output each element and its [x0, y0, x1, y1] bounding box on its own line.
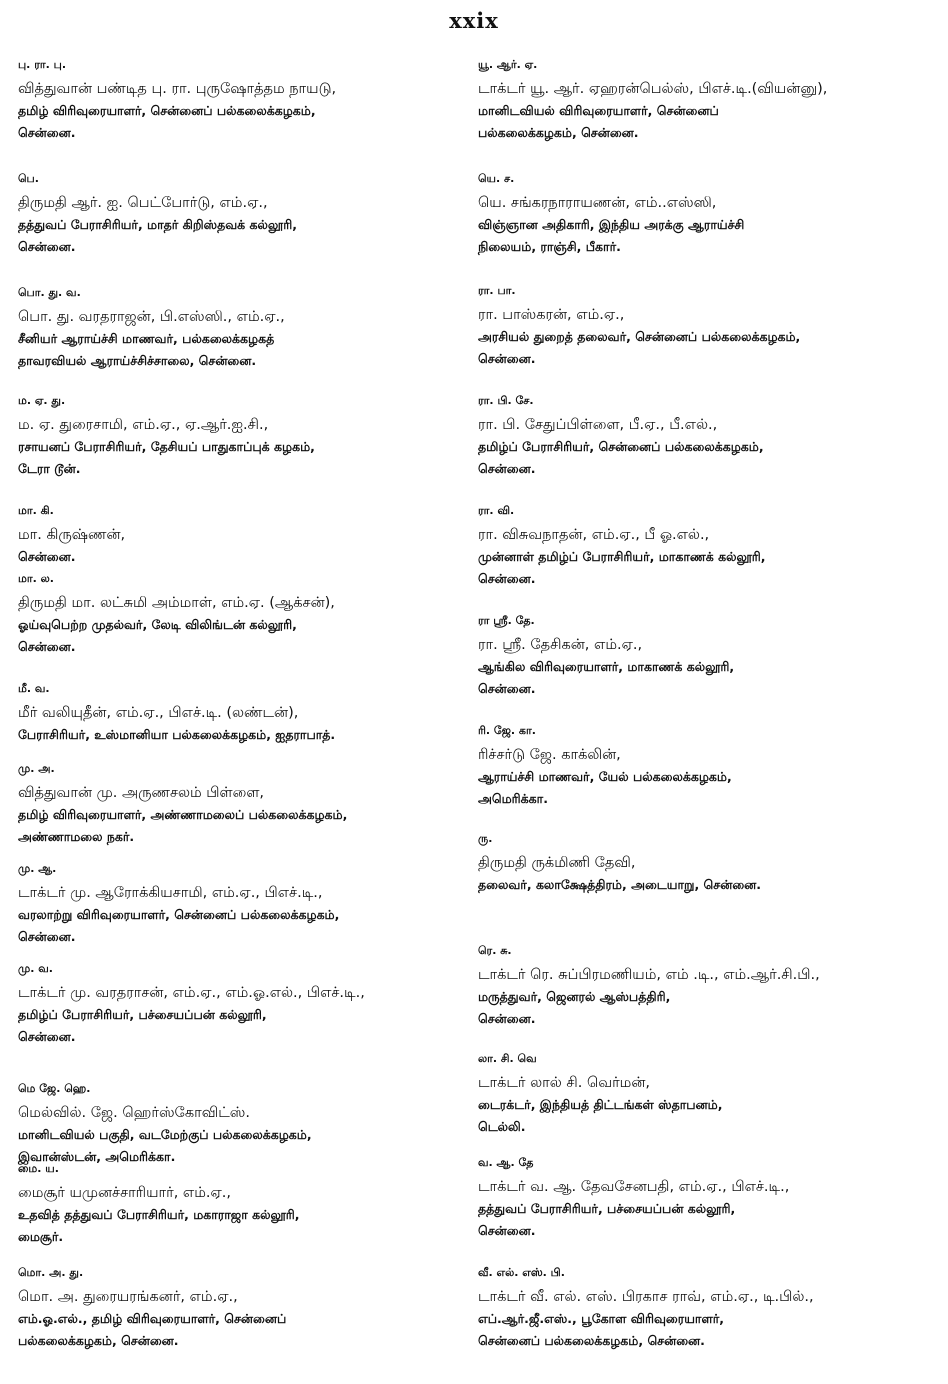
contributor-abbreviation: ம. ஏ. து. — [18, 394, 66, 407]
contributor-detail-line: எம்.ஓ.எல்., தமிழ் விரிவுரையாளர், சென்னைப் — [18, 1311, 287, 1326]
contributor-entry — [478, 1156, 938, 1242]
contributor-name: டாக்டர் லால் சி. வெர்மன், — [478, 1075, 651, 1091]
contributor-entry — [478, 58, 938, 144]
contributor-abbreviation: ரு. — [478, 832, 493, 845]
contributor-detail-line: தமிழ் விரிவுரையாளர், சென்னைப் பல்கலைக்கழகம், — [18, 103, 316, 118]
contributor-detail-line: சென்னை. — [18, 639, 76, 654]
contributor-abbreviation: யூ. ஆர். ஏ. — [478, 58, 538, 71]
contributor-detail-line: தத்துவப் பேராசிரியர், பச்சையப்பன் கல்லூரி, — [478, 1201, 736, 1216]
contributor-abbreviation: மு. அ. — [18, 762, 55, 775]
contributor-abbreviation: லா. சி. வெ — [478, 1052, 537, 1065]
contributor-entry — [478, 832, 938, 896]
contributor-detail-line: பல்கலைக்கழகம், சென்னை. — [18, 1333, 179, 1348]
contributor-detail-line: பேராசிரியர், உஸ்மானியா பல்கலைக்கழகம், ஐதராபாத். — [18, 727, 336, 742]
contributor-detail-line: ஓய்வுபெற்ற முதல்வர், லேடி விலிங்டன் கல்லூரி, — [18, 617, 297, 632]
contributor-detail-line: பல்கலைக்கழகம், சென்னை. — [478, 125, 639, 140]
contributor-entry — [478, 1052, 938, 1138]
contributor-entry — [18, 286, 468, 372]
contributor-name: டாக்டர் மு. வரதராசன், எம்.ஏ., எம்.ஓ.எல்., பிஎச்.டி., — [18, 985, 365, 1001]
contributor-name: டாக்டர் வீ. எல். எஸ். பிரகாச ராவ், எம்.ஏ., டி.பில்., — [478, 1289, 814, 1305]
contributor-abbreviation: மா. கி. — [18, 504, 54, 517]
contributor-detail-line: அரசியல் துறைத் தலைவர், சென்னைப் பல்கலைக்கழகம், — [478, 329, 801, 344]
contributor-detail-line: தத்துவப் பேராசிரியர், மாதர் கிறிஸ்தவக் கல்லூரி, — [18, 217, 297, 232]
contributor-detail-line: சென்னை. — [478, 1011, 536, 1026]
contributor-detail-line: சென்னை. — [478, 1223, 536, 1238]
contributor-entry — [18, 862, 468, 948]
contributor-detail-line: விஞ்ஞான அதிகாரி, இந்திய அரக்கு ஆராய்ச்சி — [478, 217, 745, 232]
contributor-entry — [18, 682, 468, 746]
contributor-entry — [18, 1162, 468, 1248]
contributor-entry — [18, 572, 468, 658]
contributor-name: ரா. பாஸ்கரன், எம்.ஏ., — [478, 307, 625, 323]
contributor-detail-line: சென்னை. — [18, 929, 76, 944]
contributor-name: ம. ஏ. துரைசாமி, எம்.ஏ., ஏ.ஆர்.ஐ.சி., — [18, 417, 269, 433]
contributor-detail-line: வரலாற்று விரிவுரையாளர், சென்னைப் பல்கலைக்கழகம், — [18, 907, 340, 922]
contributor-abbreviation: வீ. எல். எஸ். பி. — [478, 1266, 565, 1279]
contributor-abbreviation: ரெ. சு. — [478, 944, 512, 957]
contributor-detail-line: மானிடவியல் பகுதி, வடமேற்குப் பல்கலைக்கழகம், — [18, 1127, 312, 1142]
contributor-name: பொ. து. வரதராஜன், பி.எஸ்ஸி., எம்.ஏ., — [18, 309, 285, 325]
contributor-abbreviation: மு. வ. — [18, 962, 53, 975]
contributor-name: மெல்வில். ஜே. ஹெர்ஸ்கோவிட்ஸ். — [18, 1105, 250, 1121]
contributor-detail-line: தமிழ்ப் பேராசிரியர், பச்சையப்பன் கல்லூரி, — [18, 1007, 267, 1022]
contributor-abbreviation: மீ. வ. — [18, 682, 50, 695]
contributor-name: ரா. ஸ்ரீ. தேசிகன், எம்.ஏ., — [478, 637, 643, 653]
contributor-entry — [478, 284, 938, 370]
contributor-entry — [18, 1266, 468, 1352]
contributor-entry — [478, 724, 938, 810]
contributor-entry — [478, 172, 938, 258]
contributor-abbreviation: மா. ல. — [18, 572, 54, 585]
contributor-detail-line: மைசூர். — [18, 1229, 64, 1244]
contributor-abbreviation: ரா ஸ்ரீ. தே. — [478, 614, 535, 627]
contributor-detail-line: தமிழ் விரிவுரையாளர், அண்ணாமலைப் பல்கலைக்கழகம், — [18, 807, 348, 822]
contributor-entry — [18, 762, 468, 848]
contributor-name: டாக்டர் யூ. ஆர். ஏஹரன்பெல்ஸ், பிஎச்.டி.(வியன்னு), — [478, 81, 828, 97]
contributor-name: மைசூர் யமுனச்சாரியார், எம்.ஏ., — [18, 1185, 232, 1201]
contributor-name: வித்துவான் பண்டித பு. ரா. புருஷோத்தம நாயடு, — [18, 81, 337, 97]
contributor-abbreviation: வ. ஆ. தே — [478, 1156, 534, 1169]
contributor-abbreviation: ரா. வி. — [478, 504, 515, 517]
contributor-detail-line: டெல்லி. — [478, 1119, 526, 1134]
contributor-abbreviation: ரா. பி. சே. — [478, 394, 534, 407]
contributor-detail-line: சீனியர் ஆராய்ச்சி மாணவர், பல்கலைக்கழகத் — [18, 331, 275, 346]
contributor-detail-line: ரசாயனப் பேராசிரியர், தேசியப் பாதுகாப்புக் கழகம், — [18, 439, 315, 454]
contributor-name: டாக்டர் ரெ. சுப்பிரமணியம், எம் .டி., எம்.ஆர்.சி.பி., — [478, 967, 820, 983]
contributor-name: திருமதி ஆர். ஐ. பெட்போர்டு, எம்.ஏ., — [18, 195, 268, 211]
contributor-detail-line: சென்னை. — [478, 571, 536, 586]
contributor-abbreviation: பெ. — [18, 172, 39, 185]
contributor-detail-line: மானிடவியல் விரிவுரையாளர், சென்னைப் — [478, 103, 719, 118]
contributor-detail-line: சென்னை. — [18, 549, 76, 564]
contributor-entry — [18, 172, 468, 258]
contributor-entry — [478, 614, 938, 700]
contributor-detail-line: சென்னை. — [18, 1029, 76, 1044]
contributor-entry — [18, 58, 468, 144]
contributor-detail-line: சென்னை. — [478, 351, 536, 366]
contributor-entry — [478, 944, 938, 1030]
contributor-name: ரா. பி. சேதுப்பிள்ளை, பீ.ஏ., பீ.எல்., — [478, 417, 718, 433]
contributor-detail-line: முன்னாள் தமிழ்ப் பேராசிரியர், மாகாணக் கல்லூரி, — [478, 549, 766, 564]
contributor-name: மொ. அ. துரையரங்கனர், எம்.ஏ., — [18, 1289, 238, 1305]
contributor-abbreviation: மை. ய. — [18, 1162, 59, 1175]
contributor-abbreviation: பு. ரா. பு. — [18, 58, 66, 71]
contributor-detail-line: தாவரவியல் ஆராய்ச்சிச்சாலை, சென்னை. — [18, 353, 257, 368]
contributor-detail-line: நிலையம், ராஞ்சி, பீகார். — [478, 239, 621, 254]
contributor-abbreviation: ரா. பா. — [478, 284, 516, 297]
contributor-name: ரா. விசுவநாதன், எம்.ஏ., பீ ஓ.எல்., — [478, 527, 710, 543]
contributor-name: வித்துவான் மு. அருணசலம் பிள்ளை, — [18, 785, 265, 801]
contributor-detail-line: ஆராய்ச்சி மாணவர், யேல் பல்கலைக்கழகம், — [478, 769, 732, 784]
contributor-name: திருமதி மா. லட்சுமி அம்மாள், எம்.ஏ. (ஆக்சன்), — [18, 595, 335, 611]
contributor-detail-line: டேரா டூன். — [18, 461, 81, 476]
contributor-name: மா. கிருஷ்ணன், — [18, 527, 126, 543]
page-number: xxix — [449, 8, 499, 33]
contributor-detail-line: சென்னைப் பல்கலைக்கழகம், சென்னை. — [478, 1333, 705, 1348]
contributor-name: டாக்டர் மு. ஆரோக்கியசாமி, எம்.ஏ., பிஎச்.டி., — [18, 885, 323, 901]
contributor-abbreviation: மு. ஆ. — [18, 862, 57, 875]
contributor-entry — [478, 394, 938, 480]
contributor-name: டாக்டர் வ. ஆ. தேவசேனபதி, எம்.ஏ., பிஎச்.டி., — [478, 1179, 790, 1195]
contributor-entry — [18, 394, 468, 480]
contributor-abbreviation: மொ. அ. து. — [18, 1266, 84, 1279]
contributor-abbreviation: மெ ஜே. ஹெ. — [18, 1082, 91, 1095]
contributor-name: ரிச்சர்டு ஜே. காக்லின், — [478, 747, 621, 763]
contributor-detail-line: சென்னை. — [18, 125, 76, 140]
contributor-entry — [478, 504, 938, 590]
contributor-name: திருமதி ருக்மிணி தேவி, — [478, 855, 636, 871]
contributor-detail-line: சென்னை. — [478, 681, 536, 696]
contributor-detail-line: மருத்துவர், ஜெனரல் ஆஸ்பத்திரி, — [478, 989, 671, 1004]
contributor-abbreviation: ரி. ஜே. கா. — [478, 724, 536, 737]
contributor-detail-line: தலைவர், கலாக்ஷேத்திரம், அடையாறு, சென்னை. — [478, 877, 762, 892]
contributor-abbreviation: பொ. து. வ. — [18, 286, 81, 299]
contributor-detail-line: அண்ணாமலை நகர். — [18, 829, 135, 844]
contributor-abbreviation: யெ. ச. — [478, 172, 515, 185]
contributor-detail-line: அமெரிக்கா. — [478, 791, 548, 806]
contributor-entry — [18, 504, 468, 568]
contributor-detail-line: உதவித் தத்துவப் பேராசிரியர், மகாராஜா கல்லூரி, — [18, 1207, 300, 1222]
contributor-detail-line: டைரக்டர், இந்தியத் திட்டங்கள் ஸ்தாபனம், — [478, 1097, 723, 1112]
contributor-name: மீர் வலியுதீன், எம்.ஏ., பிஎச்.டி. (லண்டன்), — [18, 705, 299, 721]
contributor-detail-line: தமிழ்ப் பேராசிரியர், சென்னைப் பல்கலைக்கழகம், — [478, 439, 764, 454]
contributor-name: யெ. சங்கரநாராயணன், எம்..எஸ்ஸி, — [478, 195, 717, 211]
contributor-detail-line: சென்னை. — [478, 461, 536, 476]
contributor-entry — [478, 1266, 938, 1352]
contributor-entry — [18, 1082, 468, 1168]
contributor-detail-line: சென்னை. — [18, 239, 76, 254]
contributor-entry — [18, 962, 468, 1048]
contributor-detail-line: இவான்ஸ்டன், அமெரிக்கா. — [18, 1149, 176, 1164]
contributor-detail-line: ஆங்கில விரிவுரையாளர், மாகாணக் கல்லூரி, — [478, 659, 735, 674]
contributor-detail-line: எப்.ஆர்.ஜீ.எஸ்., பூகோள விரிவுரையாளர், — [478, 1311, 724, 1326]
